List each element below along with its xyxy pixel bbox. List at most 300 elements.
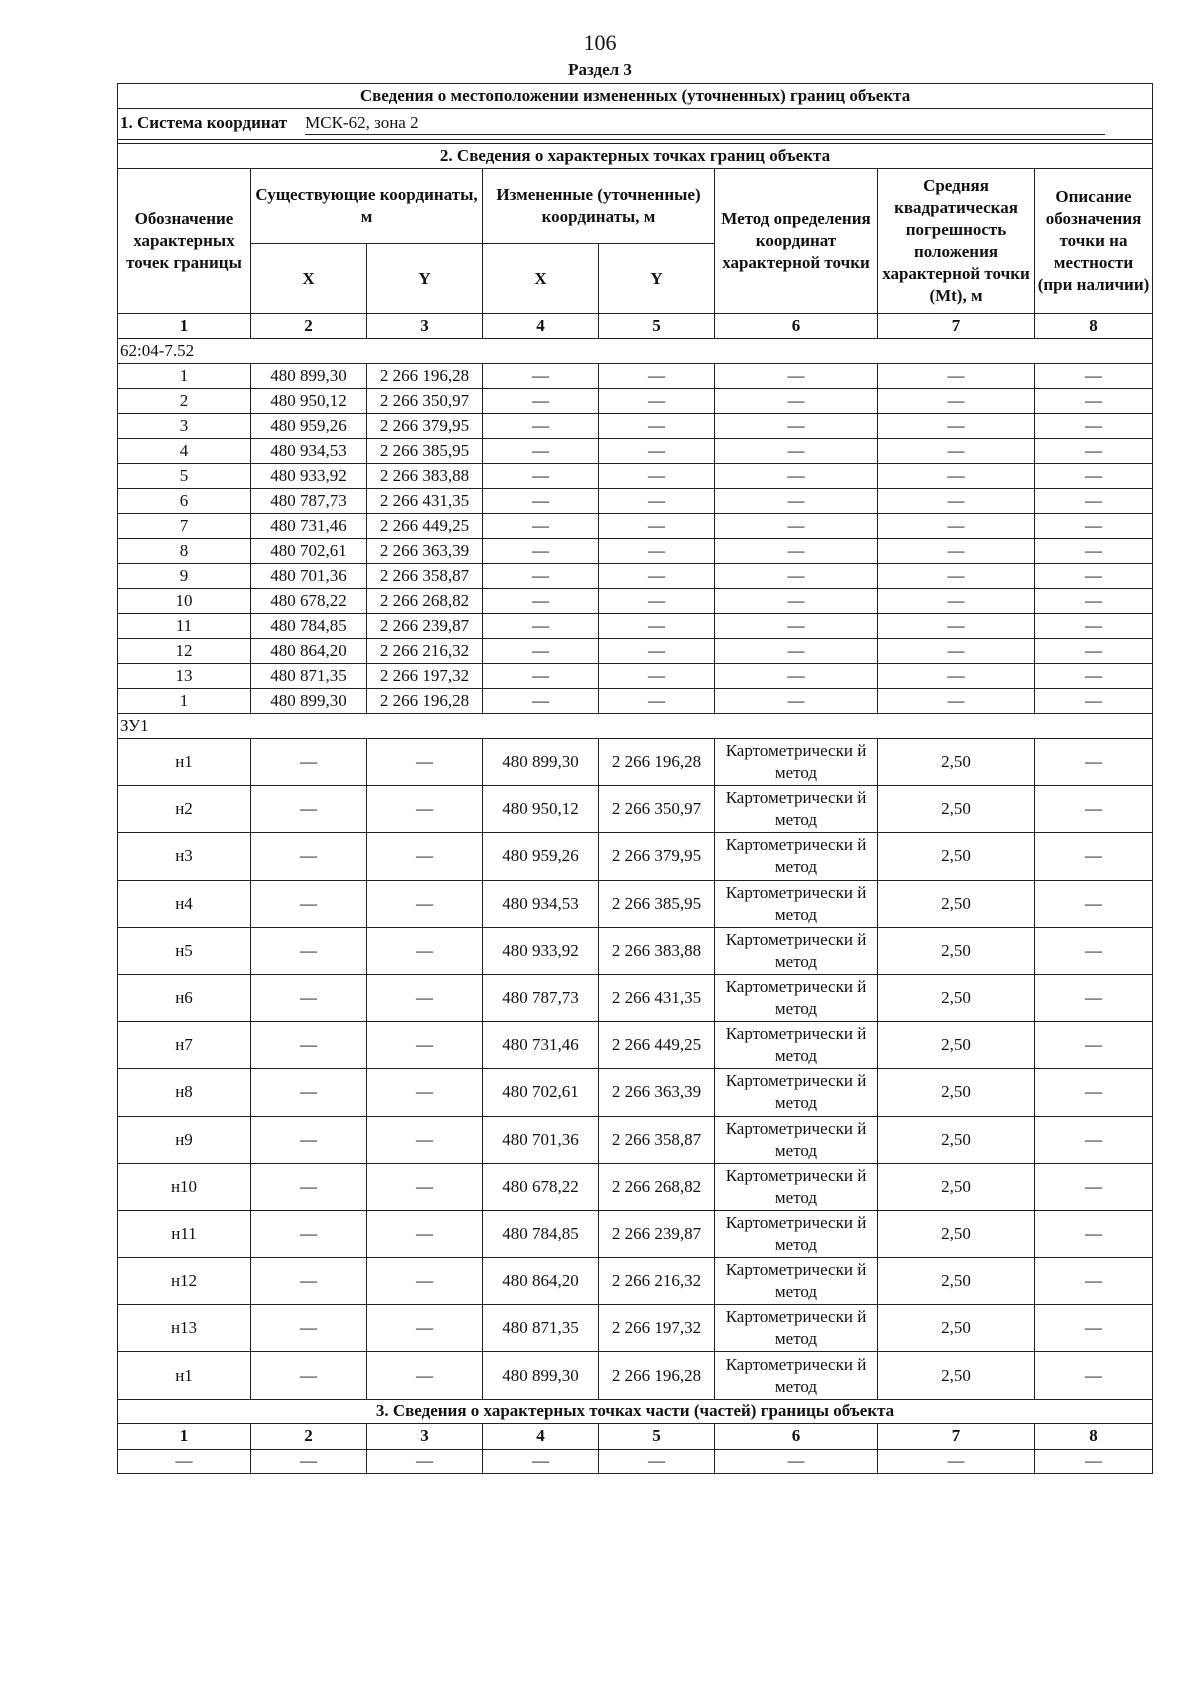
cell-8: — [1035, 1352, 1153, 1399]
cell-2: 480 871,35 [251, 664, 367, 689]
table-row [118, 974, 1153, 1021]
part3-title: 3. Сведения о характерных точках части (частей) границы объекта [118, 1399, 1153, 1423]
group-label-zu1: ЗУ1 [118, 714, 1153, 739]
cell-4: — [483, 589, 599, 614]
part3-column-number-6: 6 [715, 1423, 878, 1449]
table-row [118, 589, 1153, 614]
cell-4: 480 731,46 [483, 1022, 599, 1069]
table-row [118, 464, 1153, 489]
cell-5: 2 266 385,95 [599, 880, 715, 927]
coordinate-system-row [118, 109, 1153, 140]
column-number-2: 2 [251, 314, 367, 339]
cell-8: — [1035, 539, 1153, 564]
cell-7: — [878, 439, 1035, 464]
cell-7: — [878, 464, 1035, 489]
cell-1: н10 [118, 1163, 251, 1210]
cell-5: — [599, 639, 715, 664]
part3-table-row [118, 1449, 1153, 1473]
cell-1: н1 [118, 739, 251, 786]
table-row [118, 927, 1153, 974]
cell-5: — [599, 689, 715, 714]
cell-8: — [1035, 364, 1153, 389]
column-number-4: 4 [483, 314, 599, 339]
cell-8: — [1035, 439, 1153, 464]
cell-6: Картометрически й метод [715, 739, 878, 786]
cell-3: — [367, 1022, 483, 1069]
cell-5: — [599, 589, 715, 614]
cell-4: 480 871,35 [483, 1305, 599, 1352]
cell-8: — [1035, 414, 1153, 439]
part3-column-number-8: 8 [1035, 1423, 1153, 1449]
cell-3: 2 266 239,87 [367, 614, 483, 639]
part3-column-number-3: 3 [367, 1423, 483, 1449]
cell-5: 2 266 197,32 [599, 1305, 715, 1352]
cell-8: — [1035, 514, 1153, 539]
cell-8: — [1035, 614, 1153, 639]
part3-column-number-4: 4 [483, 1423, 599, 1449]
cell-3: 2 266 268,82 [367, 589, 483, 614]
cell-4: 480 934,53 [483, 880, 599, 927]
cell-6: Картометрически й метод [715, 880, 878, 927]
cell-3: — [367, 1069, 483, 1116]
table-row [118, 1022, 1153, 1069]
cell-8: — [1035, 786, 1153, 833]
cell-4: — [483, 364, 599, 389]
cell-4: — [483, 564, 599, 589]
part3-cell-7: — [878, 1449, 1035, 1473]
cell-2: — [251, 1022, 367, 1069]
table-row [118, 1305, 1153, 1352]
cell-6: — [715, 689, 878, 714]
cell-7: — [878, 414, 1035, 439]
cell-6: Картометрически й метод [715, 1116, 878, 1163]
cell-4: — [483, 639, 599, 664]
cell-1: 7 [118, 514, 251, 539]
cell-7: — [878, 639, 1035, 664]
table-row [118, 664, 1153, 689]
cell-5: 2 266 363,39 [599, 1069, 715, 1116]
cell-5: — [599, 389, 715, 414]
cell-7: — [878, 689, 1035, 714]
cell-8: — [1035, 1116, 1153, 1163]
part3-column-number-1: 1 [118, 1423, 251, 1449]
cell-6: Картометрически й метод [715, 927, 878, 974]
cell-3: — [367, 739, 483, 786]
cell-5: — [599, 539, 715, 564]
cell-5: 2 266 196,28 [599, 739, 715, 786]
cell-7: 2,50 [878, 974, 1035, 1021]
cell-2: — [251, 1069, 367, 1116]
column-number-1: 1 [118, 314, 251, 339]
cell-7: 2,50 [878, 1069, 1035, 1116]
cell-7: — [878, 489, 1035, 514]
cell-4: 480 784,85 [483, 1210, 599, 1257]
table-row [118, 614, 1153, 639]
cell-8: — [1035, 739, 1153, 786]
cell-3: — [367, 1163, 483, 1210]
part3-cell-2: — [251, 1449, 367, 1473]
cell-3: 2 266 197,32 [367, 664, 483, 689]
cell-1: н5 [118, 927, 251, 974]
table-row [118, 786, 1153, 833]
cell-4: 480 950,12 [483, 786, 599, 833]
cell-4: — [483, 489, 599, 514]
cell-8: — [1035, 389, 1153, 414]
header-existing-y: Y [367, 244, 483, 314]
cell-4: — [483, 414, 599, 439]
cell-1: 5 [118, 464, 251, 489]
cell-7: — [878, 364, 1035, 389]
cell-1: 8 [118, 539, 251, 564]
cell-3: — [367, 974, 483, 1021]
cell-8: — [1035, 639, 1153, 664]
column-number-3: 3 [367, 314, 483, 339]
cell-7: — [878, 564, 1035, 589]
cell-5: 2 266 350,97 [599, 786, 715, 833]
cell-2: 480 784,85 [251, 614, 367, 639]
cell-5: — [599, 564, 715, 589]
cell-2: 480 959,26 [251, 414, 367, 439]
table-row [118, 880, 1153, 927]
table-row [118, 489, 1153, 514]
column-number-8: 8 [1035, 314, 1153, 339]
cell-1: 1 [118, 689, 251, 714]
cell-2: 480 934,53 [251, 439, 367, 464]
table-row [118, 539, 1153, 564]
page-number: 106 [583, 30, 617, 55]
header-description: Описание обозначения точки на местности (при наличии) [1035, 169, 1153, 314]
header-existing-x: X [251, 244, 367, 314]
cell-4: 480 864,20 [483, 1258, 599, 1305]
section-label: Раздел 3 [568, 60, 632, 79]
cell-7: 2,50 [878, 833, 1035, 880]
cell-2: 480 787,73 [251, 489, 367, 514]
cell-6: — [715, 489, 878, 514]
cell-2: — [251, 1210, 367, 1257]
cell-6: — [715, 639, 878, 664]
cell-5: — [599, 414, 715, 439]
cell-6: — [715, 614, 878, 639]
cell-8: — [1035, 927, 1153, 974]
coordinate-system-label: 1. Система координат [120, 113, 288, 132]
table-row [118, 389, 1153, 414]
header-changed-y: Y [599, 244, 715, 314]
cell-4: 480 933,92 [483, 927, 599, 974]
cell-1: н1 [118, 1352, 251, 1399]
cell-7: 2,50 [878, 1163, 1035, 1210]
column-number-6: 6 [715, 314, 878, 339]
cell-2: — [251, 1352, 367, 1399]
cell-2: 480 702,61 [251, 539, 367, 564]
cell-3: 2 266 385,95 [367, 439, 483, 464]
cell-3: 2 266 431,35 [367, 489, 483, 514]
cell-6: — [715, 364, 878, 389]
cell-4: — [483, 464, 599, 489]
table-row [118, 439, 1153, 464]
part3-cell-5: — [599, 1449, 715, 1473]
cell-2: — [251, 880, 367, 927]
cell-6: Картометрически й метод [715, 1352, 878, 1399]
cell-3: 2 266 216,32 [367, 639, 483, 664]
cell-5: — [599, 464, 715, 489]
cell-4: — [483, 514, 599, 539]
cell-3: 2 266 358,87 [367, 564, 483, 589]
group-label-existing: 62:04-7.52 [118, 339, 1153, 364]
cell-8: — [1035, 464, 1153, 489]
cell-2: — [251, 974, 367, 1021]
cell-1: н12 [118, 1258, 251, 1305]
cell-4: — [483, 614, 599, 639]
cell-6: Картометрически й метод [715, 1210, 878, 1257]
cell-6: Картометрически й метод [715, 1163, 878, 1210]
cell-8: — [1035, 1163, 1153, 1210]
cell-1: 9 [118, 564, 251, 589]
cell-2: — [251, 1305, 367, 1352]
table-row [118, 689, 1153, 714]
cell-7: 2,50 [878, 739, 1035, 786]
part3-cell-6: — [715, 1449, 878, 1473]
group-label-zu1-row [118, 714, 1153, 739]
part3-column-number-2: 2 [251, 1423, 367, 1449]
cell-1: н6 [118, 974, 251, 1021]
cell-6: Картометрически й метод [715, 974, 878, 1021]
table-row [118, 639, 1153, 664]
cell-4: 480 787,73 [483, 974, 599, 1021]
cell-4: 480 899,30 [483, 739, 599, 786]
cell-8: — [1035, 880, 1153, 927]
cell-2: 480 933,92 [251, 464, 367, 489]
cell-3: 2 266 196,28 [367, 689, 483, 714]
cell-8: — [1035, 1069, 1153, 1116]
cell-7: 2,50 [878, 880, 1035, 927]
cell-6: — [715, 589, 878, 614]
cell-6: Картометрически й метод [715, 1022, 878, 1069]
cell-1: н4 [118, 880, 251, 927]
cell-2: 480 678,22 [251, 589, 367, 614]
cell-5: 2 266 239,87 [599, 1210, 715, 1257]
cell-7: 2,50 [878, 1210, 1035, 1257]
cell-3: — [367, 1352, 483, 1399]
cell-8: — [1035, 564, 1153, 589]
cell-6: — [715, 389, 878, 414]
cell-7: — [878, 589, 1035, 614]
cell-5: 2 266 358,87 [599, 1116, 715, 1163]
cell-1: 12 [118, 639, 251, 664]
cell-2: — [251, 833, 367, 880]
cell-6: Картометрически й метод [715, 1258, 878, 1305]
cell-8: — [1035, 833, 1153, 880]
cell-5: — [599, 514, 715, 539]
cell-7: 2,50 [878, 786, 1035, 833]
column-number-5: 5 [599, 314, 715, 339]
cell-4: 480 899,30 [483, 1352, 599, 1399]
cell-4: 480 678,22 [483, 1163, 599, 1210]
cell-2: 480 864,20 [251, 639, 367, 664]
cell-7: — [878, 539, 1035, 564]
cell-1: н11 [118, 1210, 251, 1257]
cell-1: 3 [118, 414, 251, 439]
header-existing-coordinates: Существующие координаты, м [251, 169, 483, 244]
table-row [118, 564, 1153, 589]
cell-6: — [715, 564, 878, 589]
cell-7: 2,50 [878, 1116, 1035, 1163]
cell-7: 2,50 [878, 927, 1035, 974]
cell-3: — [367, 1210, 483, 1257]
cell-3: — [367, 1305, 483, 1352]
cell-7: — [878, 389, 1035, 414]
table-row [118, 364, 1153, 389]
header-mean-error: Средняя квадратическая погрешность положения характерной точки (Mt), м [878, 169, 1035, 314]
part3-cell-4: — [483, 1449, 599, 1473]
cell-3: — [367, 1258, 483, 1305]
cell-1: н9 [118, 1116, 251, 1163]
cell-1: 10 [118, 589, 251, 614]
cell-7: — [878, 514, 1035, 539]
cell-5: 2 266 379,95 [599, 833, 715, 880]
cell-1: 1 [118, 364, 251, 389]
cell-1: 13 [118, 664, 251, 689]
cell-5: — [599, 664, 715, 689]
cell-6: — [715, 664, 878, 689]
cell-2: 480 701,36 [251, 564, 367, 589]
cell-5: 2 266 268,82 [599, 1163, 715, 1210]
cell-2: 480 950,12 [251, 389, 367, 414]
cell-3: 2 266 363,39 [367, 539, 483, 564]
table-row [118, 414, 1153, 439]
cell-2: 480 899,30 [251, 364, 367, 389]
table-row [118, 1069, 1153, 1116]
header-point-designation: Обозначение характерных точек границы [118, 169, 251, 314]
coordinate-system-value: МСК-62, зона 2 [305, 113, 1105, 135]
part3-title-row [118, 1399, 1153, 1423]
column-number-row [118, 314, 1153, 339]
table-row [118, 1352, 1153, 1399]
part3-cell-3: — [367, 1449, 483, 1473]
cell-2: — [251, 1116, 367, 1163]
cell-5: — [599, 614, 715, 639]
cell-2: — [251, 1258, 367, 1305]
cell-2: 480 899,30 [251, 689, 367, 714]
cell-5: — [599, 439, 715, 464]
cell-5: — [599, 489, 715, 514]
cell-8: — [1035, 1210, 1153, 1257]
cell-3: — [367, 786, 483, 833]
cell-8: — [1035, 664, 1153, 689]
cell-5: 2 266 431,35 [599, 974, 715, 1021]
cell-4: — [483, 664, 599, 689]
cell-8: — [1035, 689, 1153, 714]
cell-3: 2 266 383,88 [367, 464, 483, 489]
cell-5: 2 266 383,88 [599, 927, 715, 974]
header-method: Метод определения координат характерной точки [715, 169, 878, 314]
cell-1: 2 [118, 389, 251, 414]
part3-cell-8: — [1035, 1449, 1153, 1473]
table-row [118, 1210, 1153, 1257]
cell-3: — [367, 927, 483, 974]
cell-8: — [1035, 1258, 1153, 1305]
cell-2: — [251, 786, 367, 833]
header-changed-x: X [483, 244, 599, 314]
cell-7: 2,50 [878, 1352, 1035, 1399]
table-row [118, 514, 1153, 539]
cell-7: 2,50 [878, 1305, 1035, 1352]
cell-6: Картометрически й метод [715, 1305, 878, 1352]
cell-3: — [367, 880, 483, 927]
cell-8: — [1035, 1022, 1153, 1069]
cell-3: 2 266 196,28 [367, 364, 483, 389]
cell-2: — [251, 1163, 367, 1210]
cell-4: — [483, 539, 599, 564]
cell-6: — [715, 439, 878, 464]
cell-6: — [715, 539, 878, 564]
cell-5: — [599, 364, 715, 389]
group-label-existing-row [118, 339, 1153, 364]
cell-6: — [715, 464, 878, 489]
cell-6: — [715, 514, 878, 539]
cell-8: — [1035, 974, 1153, 1021]
part3-column-number-row [118, 1423, 1153, 1449]
part2-title: 2. Сведения о характерных точках границ объекта [118, 144, 1153, 169]
cell-8: — [1035, 1305, 1153, 1352]
part3-cell-1: — [118, 1449, 251, 1473]
part3-column-number-7: 7 [878, 1423, 1035, 1449]
table-row [118, 1258, 1153, 1305]
cell-4: — [483, 439, 599, 464]
cell-4: 480 702,61 [483, 1069, 599, 1116]
cell-2: — [251, 927, 367, 974]
cell-8: — [1035, 589, 1153, 614]
cell-5: 2 266 216,32 [599, 1258, 715, 1305]
cell-5: 2 266 449,25 [599, 1022, 715, 1069]
boundary-table [117, 83, 1153, 1474]
cell-2: 480 731,46 [251, 514, 367, 539]
cell-4: — [483, 389, 599, 414]
part3-column-number-5: 5 [599, 1423, 715, 1449]
cell-8: — [1035, 489, 1153, 514]
cell-1: н7 [118, 1022, 251, 1069]
cell-3: 2 266 350,97 [367, 389, 483, 414]
cell-1: н3 [118, 833, 251, 880]
cell-1: 6 [118, 489, 251, 514]
cell-3: 2 266 379,95 [367, 414, 483, 439]
cell-6: Картометрически й метод [715, 1069, 878, 1116]
cell-4: — [483, 689, 599, 714]
cell-3: 2 266 449,25 [367, 514, 483, 539]
cell-1: н2 [118, 786, 251, 833]
table-row [118, 1116, 1153, 1163]
table-row [118, 833, 1153, 880]
cell-1: 11 [118, 614, 251, 639]
cell-6: Картометрически й метод [715, 833, 878, 880]
cell-7: — [878, 614, 1035, 639]
header-changed-coordinates: Измененные (уточненные) координаты, м [483, 169, 715, 244]
cell-7: 2,50 [878, 1258, 1035, 1305]
cell-3: — [367, 1116, 483, 1163]
table-row [118, 739, 1153, 786]
cell-5: 2 266 196,28 [599, 1352, 715, 1399]
table-row [118, 1163, 1153, 1210]
cell-6: — [715, 414, 878, 439]
cell-3: — [367, 833, 483, 880]
cell-1: 4 [118, 439, 251, 464]
cell-7: 2,50 [878, 1022, 1035, 1069]
cell-7: — [878, 664, 1035, 689]
cell-6: Картометрически й метод [715, 786, 878, 833]
cell-1: н8 [118, 1069, 251, 1116]
column-number-7: 7 [878, 314, 1035, 339]
cell-4: 480 959,26 [483, 833, 599, 880]
cell-4: 480 701,36 [483, 1116, 599, 1163]
